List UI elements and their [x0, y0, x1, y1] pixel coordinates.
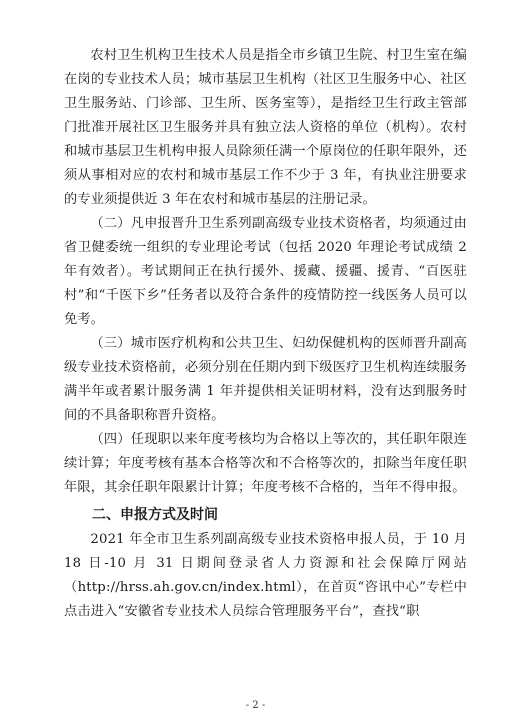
section-heading: 二、申报方式及时间 [92, 507, 218, 523]
paragraph-rural-urban-definitions: 农村卫生机构卫生技术人员是指全市乡镇卫生院、村卫生室在编在岗的专业技术人员；城市基层卫生机构（社区卫生服务中心、社区卫生服务站、门诊部、卫生所、医务室等），是指经卫生行政主管部门批准开展社区卫生服务并具有独立法人资格的单位（机构）。农村和城市基层卫生机构申报人员除须任满一个原岗位的任职年限外，还须从事相对应的农村和城市基层工作不少于 3 年，有执业注册要求的专业须提供近 3 年在农村和城市基层的注册记录。 [64, 48, 467, 207]
paragraph-application-method: 2021 年全市卫生系列副高级专业技术资格申报人员，于 10 月 18 日-10 月 31 日期间登录省人力资源和社会保障厅网站（http://hrss.ah.gov.cn/index.html），在首页“咨讯中心”专栏中点击进入“安徽省专业技术人员综合管理服务平台”，查找“职 [64, 532, 467, 619]
paragraph-item-3-service: （三）城市医疗机构和公共卫生、妇幼保健机构的医师晋升副高级专业技术资格前，必须分别在任期内到下级医疗卫生机构连续服务满半年或者累计服务满 1 年并提供相关证明材料，没有达到服务时间的不具备职称晋升资格。 [64, 336, 467, 423]
page-number: - 2 - [245, 700, 266, 711]
paragraph-item-2-exam: （二）凡申报晋升卫生系列副高级专业技术资格者，均须通过由省卫健委统一组织的专业理论考试（包括 2020 年理论考试成绩 2 年有效者）。考试期间正在执行援外、援藏、援疆、援青、“百医驻村”和“千医下乡”任务者以及符合条件的疫情防控一线医务人员可以免考。 [64, 216, 467, 327]
paragraph-item-4-assessment: （四）任现职以来年度考核均为合格以上等次的，其任职年限连续计算；年度考核有基本合格等次和不合格等次的，扣除当年度任职年限，其余任职年限累计计算；年度考核不合格的，当年不得申报。 [64, 432, 467, 495]
